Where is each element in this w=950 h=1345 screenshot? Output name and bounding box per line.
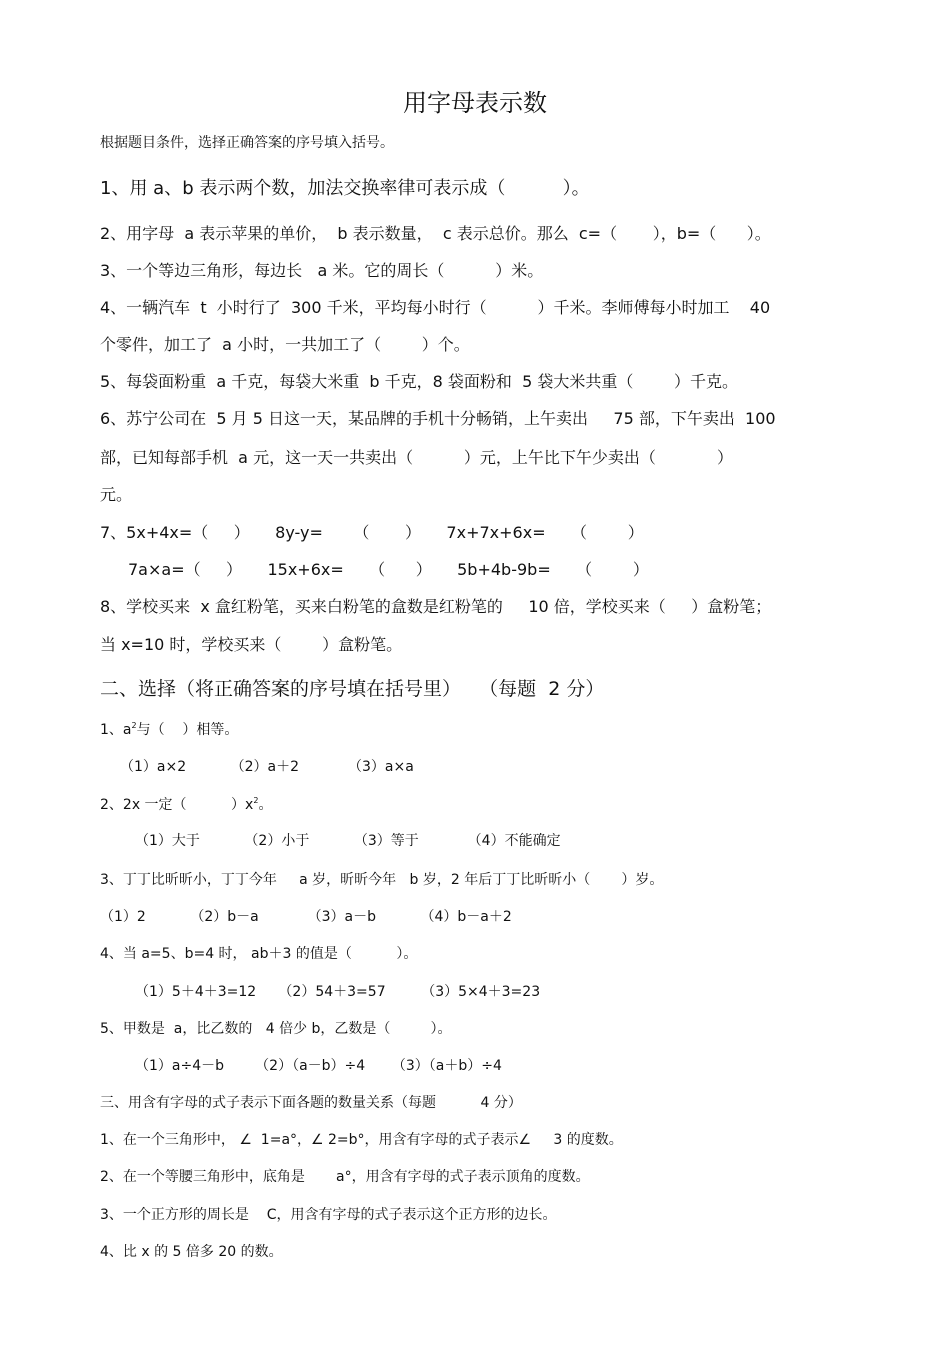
question-3-1: 1、在一个三角形中， ∠ 1=a°，∠ 2=b°，用含有字母的式子表示∠ 3 的度数。 bbox=[100, 1132, 623, 1148]
question-1-8-line1: 8、学校买来 x 盒红粉笔，买来白粉笔的盒数是红粉笔的 10 倍，学校买来（ ）盒粉笔； bbox=[100, 597, 772, 616]
question-3-2: 2、在一个等腰三角形中，底角是 a°，用含有字母的式子表示顶角的度数。 bbox=[100, 1169, 590, 1185]
question-2-2-stem-a: 2、2x 一定（ ）x bbox=[100, 797, 254, 813]
question-1-5: 5、每袋面粉重 a 千克，每袋大米重 b 千克，8 袋面粉和 5 袋大米共重（ ）千克。 bbox=[100, 372, 739, 391]
question-1-3: 3、一个等边三角形，每边长 a 米。它的周长（ ）米。 bbox=[100, 261, 544, 280]
question-1-4-line2: 个零件，加工了 a 小时，一共加工了（ ）个。 bbox=[100, 335, 470, 354]
question-2-4-options: （1）5＋4＋3=12 （2）54＋3=57 （3）5×4＋3=23 bbox=[135, 984, 541, 1000]
question-2-2-stem-b: 。 bbox=[258, 797, 273, 813]
question-2-1-stem-a: 1、a bbox=[100, 722, 132, 738]
question-2-1-options: （1）a×2 （2）a＋2 （3）a×a bbox=[120, 759, 414, 775]
question-3-3: 3、一个正方形的周长是 C，用含有字母的式子表示这个正方形的边长。 bbox=[100, 1207, 557, 1223]
question-1-6-line2: 部，已知每部手机 a 元，这一天一共卖出（ ）元，上午比下午少卖出（ ） bbox=[100, 448, 733, 467]
question-2-1-stem-b: 与（ ）相等。 bbox=[136, 722, 239, 738]
page-title: 用字母表示数 bbox=[403, 89, 547, 117]
question-2-1 bbox=[100, 722, 238, 738]
question-2-4: 4、当 a=5、b=4 时， ab＋3 的值是（ ）。 bbox=[100, 946, 418, 962]
question-1-4-line1: 4、一辆汽车 t 小时行了 300 千米，平均每小时行（ ）千米。李师傅每小时加工 40 bbox=[100, 298, 771, 317]
question-1-6-line1: 6、苏宁公司在 5 月 5 日这一天，某品牌的手机十分畅销，上午卖出 75 部，下午卖出 100 bbox=[100, 409, 776, 428]
question-2-3: 3、丁丁比昕昕小，丁丁今年 a 岁，昕昕今年 b 岁，2 年后丁丁比昕昕小（ ）岁。 bbox=[100, 872, 664, 888]
question-1-7-line2: 7a×a=（ ） 15x+6x= （ ） 5b+4b-9b= （ ） bbox=[128, 560, 649, 579]
question-2-2-options: （1）大于 （2）小于 （3）等于 （4）不能确定 bbox=[135, 833, 561, 849]
question-2-2-exponent: 2 bbox=[253, 796, 259, 805]
question-1-1: 1、用 a、b 表示两个数，加法交换率律可表示成（ ）。 bbox=[100, 178, 590, 199]
question-2-2 bbox=[100, 797, 272, 813]
section-2-heading: 二、选择（将正确答案的序号填在括号里） （每题 2 分） bbox=[100, 678, 605, 700]
section-3-heading: 三、用含有字母的式子表示下面各题的数量关系（每题 4 分） bbox=[100, 1095, 522, 1111]
question-2-5: 5、甲数是 a，比乙数的 4 倍少 b，乙数是（ ）。 bbox=[100, 1021, 452, 1037]
question-3-4: 4、比 x 的 5 倍多 20 的数。 bbox=[100, 1244, 283, 1260]
question-1-7-line1: 7、5x+4x=（ ） 8y-y= （ ） 7x+7x+6x= （ ） bbox=[100, 523, 644, 542]
question-2-1-exponent: 2 bbox=[131, 721, 137, 730]
question-1-6-line3: 元。 bbox=[100, 485, 133, 504]
question-1-8-line2: 当 x=10 时，学校买来（ ）盒粉笔。 bbox=[100, 635, 403, 654]
question-2-3-options: （1）2 （2）b－a （3）a－b （4）b－a＋2 bbox=[100, 909, 512, 925]
instruction: 根据题目条件，选择正确答案的序号填入括号。 bbox=[100, 135, 394, 151]
question-2-5-options: （1）a÷4－b （2）（a－b）÷4 （3）（a＋b）÷4 bbox=[135, 1058, 502, 1074]
question-1-2: 2、用字母 a 表示苹果的单价， b 表示数量， c 表示总价。那么 c=（ ），b=（ ）。 bbox=[100, 224, 771, 243]
